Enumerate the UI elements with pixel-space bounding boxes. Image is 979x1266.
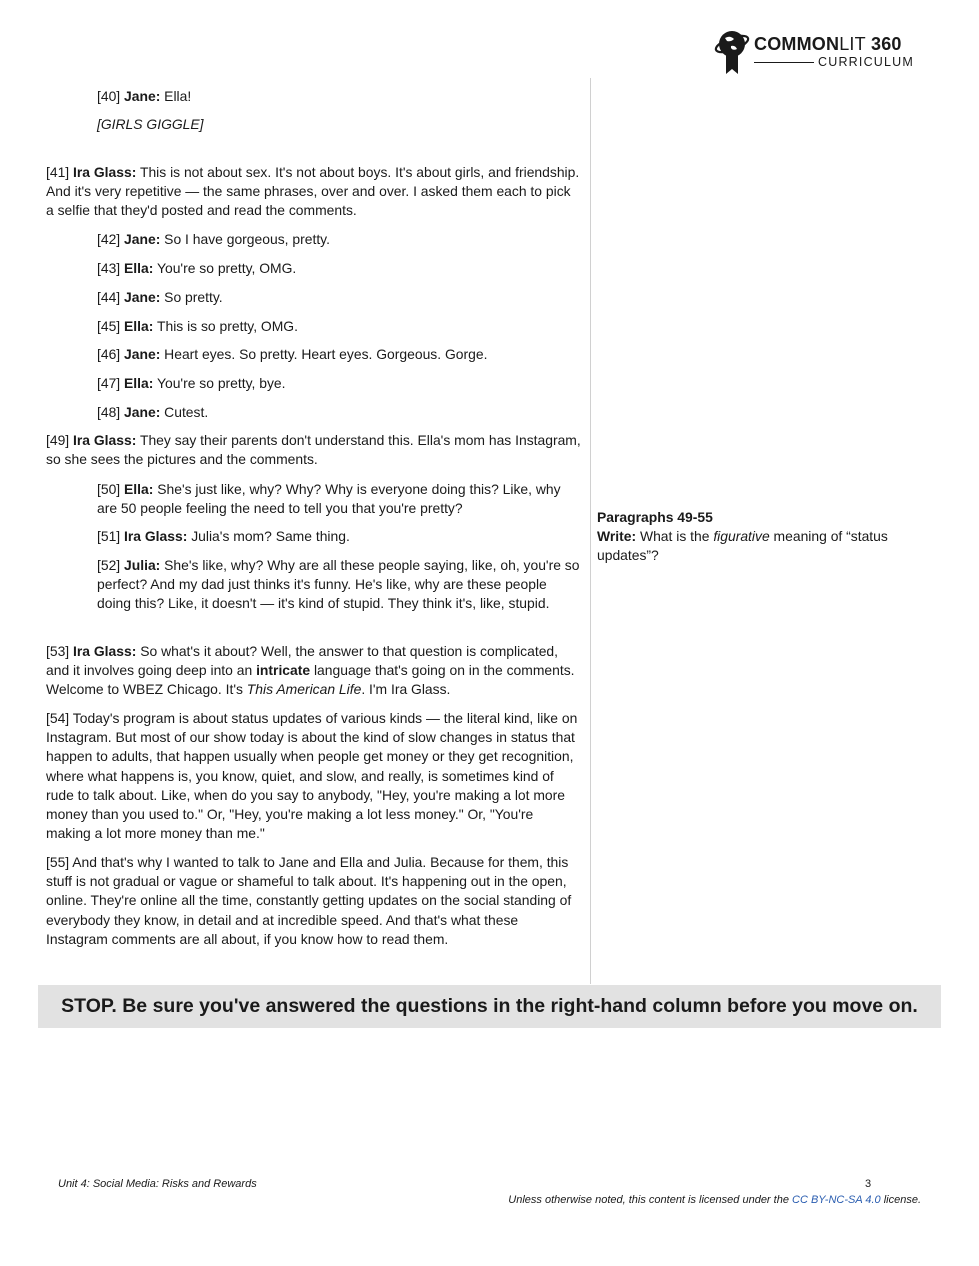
paragraph-55: [55] And that's why I wanted to talk to Jane and Ella and Julia. Because for them, this stuff is not gradual or vague or shameful to talk about. It's happening out in the open, online. They're online all the time, constantly getting updates on the social standing of everybody they know, in detail and at incredible speed. And that's what these Instagram comments are all about, if you know how to read them. — [46, 854, 572, 947]
logo-subtitle: CURRICULUM — [818, 55, 915, 69]
paragraph-50: [50] Ella: She's just like, why? Why? Why is everyone doing this? Like, why are 50 people feeling the need to tell you that you're pretty? — [97, 481, 561, 517]
paragraph-40: [40] Jane: Ella! — [97, 88, 192, 104]
paragraph-48: [48] Jane: Cutest. — [97, 404, 209, 420]
stage-direction: [GIRLS GIGGLE] — [97, 116, 204, 132]
question-heading: Paragraphs 49-55 — [597, 509, 713, 525]
paragraph-42: [42] Jane: So I have gorgeous, pretty. — [97, 231, 330, 247]
paragraph-51: [51] Ira Glass: Julia's mom? Same thing. — [97, 528, 350, 544]
question-text: Write: What is the figurative meaning of “status updates”? — [597, 528, 888, 564]
paragraph-45: [45] Ella: This is so pretty, OMG. — [97, 318, 298, 334]
paragraph-44: [44] Jane: So pretty. — [97, 289, 223, 305]
stop-banner: STOP. Be sure you've answered the questions in the right-hand column before you move on. — [38, 985, 941, 1028]
logo-wordmark: COMMONLIT 360 — [754, 34, 902, 54]
commonlit-logo — [714, 26, 924, 76]
question-column — [597, 508, 927, 566]
paragraph-54: [54] Today's program is about status updates of various kinds — the literal kind, like on Instagram. But most of our show today is about the kind of slow changes in status that happen to adults, that happen usually when people get money or they get recognition, where what happens is, you know, quiet, and slow, and really, is sometimes kind of rude to talk about. Like, when do you say to anybody, "Hey, you're making a lot more money than you used to." Or, "Hey, you're making a lot less money." Or, "You're making a lot more money than me." — [46, 710, 578, 842]
paragraph-49: [49] Ira Glass: They say their parents don't understand this. Ella's mom has Instagram, so she sees the pictures and the comments. — [46, 432, 581, 468]
page-number: 3 — [865, 1178, 872, 1190]
paragraph-43: [43] Ella: You're so pretty, OMG. — [97, 260, 297, 276]
logo-rule — [754, 62, 814, 63]
paragraph-53: [53] Ira Glass: So what's it about? Well, the answer to that question is complicated, and it involves going deep into an intricate language that's going on in the comments. Welcome to WBEZ Chicago. It's This American Life. I'm Ira Glass. — [46, 643, 575, 698]
license-link[interactable]: CC BY-NC-SA 4.0 — [792, 1194, 881, 1206]
reading-column — [38, 78, 591, 984]
footer-unit: Unit 4: Social Media: Risks and Rewards — [58, 1178, 257, 1190]
paragraph-46: [46] Jane: Heart eyes. So pretty. Heart eyes. Gorgeous. Gorge. — [97, 346, 488, 362]
paragraph-47: [47] Ella: You're so pretty, bye. — [97, 375, 286, 391]
license-notice: Unless otherwise noted, this content is licensed under the CC BY-NC-SA 4.0 license. — [508, 1194, 921, 1206]
globe-ribbon-icon — [714, 28, 750, 76]
paragraph-41: [41] Ira Glass: This is not about sex. It's not about boys. It's about girls, and friendship. And it's very repetitive — the same phrases, over and over. I asked them each to pick a selfie that they'd posted and read the comments. — [46, 164, 580, 219]
paragraph-52: [52] Julia: She's like, why? Why are all these people saying, like, oh, you're so perfect? And my dad just thinks it's funny. He's like, why are these people doing this? Like, it doesn't — it's kind of stupid. They think it's, like, stupid. — [97, 557, 580, 612]
